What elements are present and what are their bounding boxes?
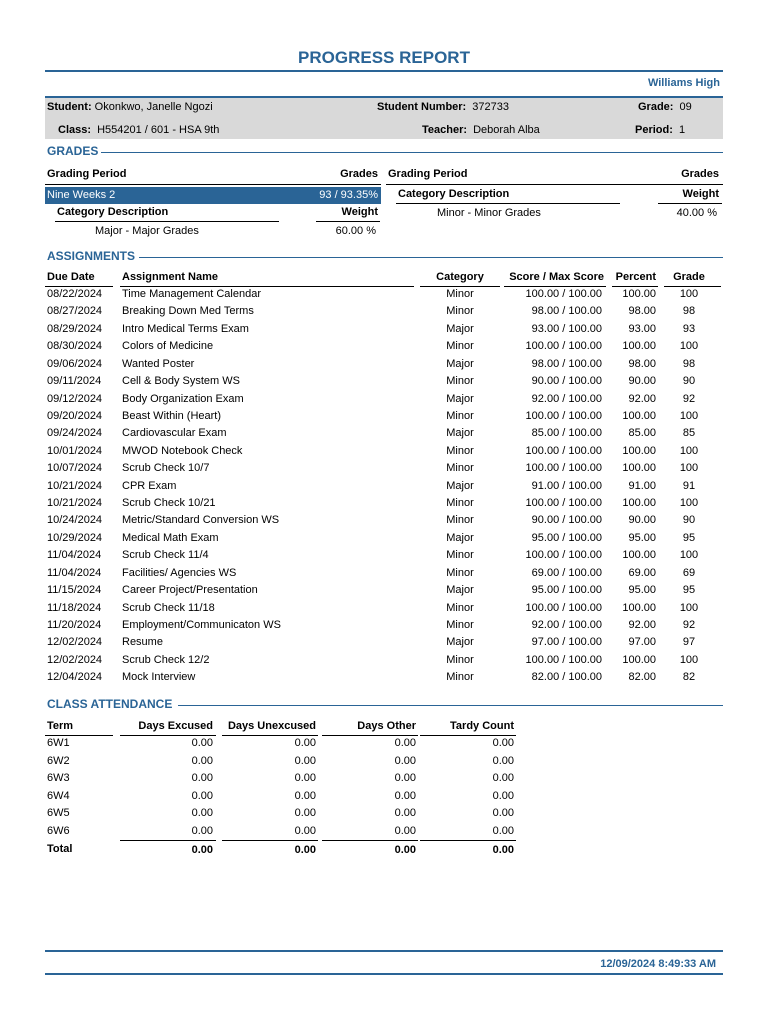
unexcused-underline — [222, 735, 318, 736]
row-category: Minor — [446, 566, 474, 579]
att-days-excused: 0.00 — [191, 824, 213, 837]
student-row — [47, 101, 213, 113]
student-name: Okonkwo, Janelle Ngozi — [94, 101, 213, 113]
row-category: Minor — [446, 305, 474, 318]
row-assignment-name: Resume — [122, 636, 163, 649]
row-category: Major — [446, 357, 474, 370]
row-grade: 69 — [682, 566, 696, 579]
att-days-unexcused: 0.00 — [294, 789, 316, 802]
excused-underline — [120, 735, 216, 736]
row-percent: 98.00 — [628, 357, 656, 370]
right-header-underline — [386, 184, 723, 185]
row-due-date: 09/12/2024 — [47, 392, 103, 405]
report-title: PROGRESS REPORT — [298, 48, 470, 67]
percent-underline — [612, 286, 658, 287]
row-due-date: 10/21/2024 — [47, 497, 103, 510]
row-assignment-name: Cardiovascular Exam — [122, 427, 227, 440]
att-days-unexcused: 0.00 — [294, 824, 316, 837]
row-score: 100.00 / 100.00 — [525, 340, 602, 353]
row-percent: 91.00 — [628, 479, 656, 492]
row-assignment-name: Scrub Check 12/2 — [122, 653, 210, 666]
row-due-date: 11/04/2024 — [47, 566, 102, 579]
teacher-row — [422, 124, 540, 136]
row-score: 97.00 / 100.00 — [531, 636, 602, 649]
row-percent: 98.00 — [628, 305, 656, 318]
row-due-date: 09/11/2024 — [47, 375, 102, 388]
row-percent: 97.00 — [628, 636, 656, 649]
class-row — [58, 124, 219, 136]
row-due-date: 08/27/2024 — [47, 305, 103, 318]
att-days-other: 0.00 — [394, 737, 416, 749]
student-label: Student: — [47, 101, 92, 113]
att-days-excused: 0.00 — [191, 807, 213, 819]
col-assignment-name: Assignment Name — [122, 271, 218, 283]
total-excused-rule — [120, 840, 216, 841]
row-category: Minor — [446, 601, 474, 614]
row-category: Major — [446, 531, 474, 544]
att-term: 6W4 — [47, 789, 70, 802]
row-due-date: 11/04/2024 — [47, 549, 102, 562]
row-assignment-name: Medical Math Exam — [122, 531, 219, 544]
category-underline — [420, 286, 500, 287]
row-assignment-name: Scrub Check 10/7 — [122, 462, 210, 475]
right-category-header: Category Description — [398, 188, 510, 200]
row-grade: 95 — [682, 531, 696, 544]
grade-underline — [664, 286, 721, 287]
col-category: Category — [436, 271, 484, 283]
right-category-underline — [396, 203, 620, 204]
col-grade: Grade — [673, 271, 705, 283]
row-category: Major — [446, 392, 474, 405]
left-category-underline — [55, 221, 279, 222]
row-category: Minor — [446, 288, 474, 300]
row-percent: 90.00 — [628, 514, 656, 527]
score-underline — [504, 286, 606, 287]
row-due-date: 10/24/2024 — [47, 514, 103, 527]
att-days-unexcused: 0.00 — [294, 807, 316, 819]
left-weight-underline — [316, 221, 380, 222]
left-category-value: Major - Major Grades — [95, 225, 199, 237]
report-timestamp: 12/09/2024 8:49:33 AM — [600, 958, 716, 970]
row-due-date: 10/29/2024 — [47, 531, 103, 544]
col-score: Score / Max Score — [509, 271, 604, 283]
row-grade: 100 — [679, 497, 699, 510]
row-score: 100.00 / 100.00 — [525, 549, 602, 562]
row-grade: 93 — [682, 322, 696, 335]
att-term: 6W5 — [47, 807, 70, 819]
period-row — [635, 124, 685, 136]
row-percent: 93.00 — [628, 322, 656, 335]
att-days-excused: 0.00 — [191, 754, 213, 767]
att-tardy-count: 0.00 — [492, 754, 514, 767]
col-days-unexcused: Days Unexcused — [227, 720, 316, 732]
row-assignment-name: Employment/Communicaton WS — [122, 618, 281, 631]
grade-label: Grade: — [638, 101, 674, 113]
att-days-other: 0.00 — [394, 824, 416, 837]
class-label: Class: — [58, 124, 92, 136]
row-assignment-name: Scrub Check 11/4 — [122, 549, 209, 562]
total-tardy-rule — [420, 840, 516, 841]
row-score: 95.00 / 100.00 — [531, 531, 602, 544]
row-score: 100.00 / 100.00 — [525, 462, 602, 475]
total-days-other: 0.00 — [394, 844, 416, 856]
row-score: 92.00 / 100.00 — [531, 392, 602, 405]
row-category: Minor — [446, 409, 474, 422]
row-grade: 95 — [682, 584, 696, 597]
period-label: Period: — [635, 124, 673, 136]
row-percent: 100.00 — [622, 497, 656, 510]
school-name: Williams High — [647, 77, 720, 89]
row-due-date: 10/21/2024 — [47, 479, 103, 492]
left-grades-header: Grades — [340, 168, 378, 180]
row-due-date: 08/30/2024 — [47, 340, 103, 353]
row-assignment-name: Cell & Body System WS — [122, 375, 240, 388]
row-score: 98.00 / 100.00 — [531, 357, 602, 370]
total-tardy-count: 0.00 — [492, 844, 514, 856]
row-grade: 98 — [682, 305, 696, 318]
att-term: 6W6 — [47, 824, 70, 837]
att-days-excused: 0.00 — [191, 737, 213, 749]
row-grade: 100 — [679, 288, 699, 300]
grades-section-title: GRADES — [47, 144, 99, 158]
attendance-section-title: CLASS ATTENDANCE — [47, 697, 173, 711]
row-grade: 82 — [682, 671, 696, 684]
row-score: 69.00 / 100.00 — [531, 566, 602, 579]
student-info-box — [45, 96, 723, 139]
row-assignment-name: Body Organization Exam — [122, 392, 244, 405]
row-percent: 82.00 — [628, 671, 656, 684]
right-weight-value: 40.00 % — [676, 207, 717, 219]
att-days-other: 0.00 — [394, 754, 416, 767]
left-weight-header: Weight — [341, 206, 378, 218]
total-days-excused: 0.00 — [191, 844, 213, 856]
period-name: Nine Weeks 2 — [47, 189, 116, 201]
row-assignment-name: Breaking Down Med Terms — [122, 305, 254, 318]
left-grading-period-header: Grading Period — [47, 168, 127, 180]
row-due-date: 12/02/2024 — [47, 653, 103, 666]
period-value: 1 — [678, 124, 686, 136]
student-number-row — [377, 101, 509, 113]
row-category: Minor — [446, 514, 474, 527]
assignment-name-underline — [120, 286, 414, 287]
footer-bottom-rule — [45, 973, 723, 975]
row-grade: 100 — [679, 601, 699, 614]
row-due-date: 12/04/2024 — [47, 671, 103, 684]
row-score: 90.00 / 100.00 — [531, 375, 602, 388]
student-number-label: Student Number: — [377, 101, 467, 113]
row-grade: 100 — [679, 549, 699, 562]
row-due-date: 09/24/2024 — [47, 427, 103, 440]
row-assignment-name: Beast Within (Heart) — [122, 409, 222, 422]
row-grade: 90 — [682, 375, 696, 388]
row-due-date: 10/01/2024 — [47, 444, 103, 457]
row-score: 100.00 / 100.00 — [525, 497, 602, 510]
row-percent: 95.00 — [628, 531, 656, 544]
row-category: Minor — [446, 375, 474, 388]
row-category: Major — [446, 636, 474, 649]
row-category: Minor — [446, 497, 474, 510]
att-days-unexcused: 0.00 — [294, 737, 316, 749]
left-header-underline — [45, 184, 381, 185]
row-assignment-name: Metric/Standard Conversion WS — [122, 514, 280, 527]
row-grade: 100 — [679, 444, 699, 457]
att-days-other: 0.00 — [394, 789, 416, 802]
row-percent: 100.00 — [622, 653, 656, 666]
col-percent: Percent — [615, 271, 656, 283]
row-due-date: 12/02/2024 — [47, 636, 103, 649]
att-days-other: 0.00 — [394, 772, 416, 784]
row-category: Minor — [446, 340, 474, 353]
grade-value: 09 — [679, 101, 692, 113]
right-grading-period-header: Grading Period — [388, 168, 468, 180]
row-score: 100.00 / 100.00 — [525, 601, 602, 614]
student-number: 372733 — [472, 101, 510, 113]
row-percent: 100.00 — [622, 549, 656, 562]
right-weight-header: Weight — [682, 188, 719, 200]
att-days-other: 0.00 — [394, 807, 416, 819]
row-grade: 97 — [682, 636, 696, 649]
col-days-excused: Days Excused — [138, 720, 213, 732]
total-label: Total — [47, 843, 73, 855]
att-tardy-count: 0.00 — [492, 824, 514, 837]
row-score: 82.00 / 100.00 — [531, 671, 602, 684]
row-score: 100.00 / 100.00 — [525, 444, 602, 457]
row-grade: 91 — [682, 479, 696, 492]
att-days-unexcused: 0.00 — [294, 754, 316, 767]
row-score: 100.00 / 100.00 — [525, 653, 602, 666]
assignments-section-line — [139, 257, 723, 258]
right-grades-header: Grades — [681, 168, 719, 180]
row-score: 90.00 / 100.00 — [531, 514, 602, 527]
col-days-other: Days Other — [357, 720, 416, 732]
att-tardy-count: 0.00 — [492, 807, 514, 819]
row-assignment-name: Mock Interview — [122, 671, 196, 684]
col-tardy-count: Tardy Count — [450, 720, 514, 732]
att-tardy-count: 0.00 — [492, 772, 514, 784]
row-due-date: 11/20/2024 — [47, 618, 102, 631]
row-grade: 98 — [682, 357, 696, 370]
grading-period-row-selected[interactable] — [45, 187, 381, 204]
row-category: Minor — [446, 618, 474, 631]
row-due-date: 09/06/2024 — [47, 357, 103, 370]
row-grade: 100 — [679, 653, 699, 666]
row-percent: 69.00 — [628, 566, 656, 579]
row-percent: 92.00 — [628, 618, 656, 631]
row-category: Minor — [446, 462, 474, 475]
right-weight-underline — [658, 203, 722, 204]
row-due-date: 11/18/2024 — [47, 601, 102, 614]
total-days-unexcused: 0.00 — [294, 844, 316, 856]
att-tardy-count: 0.00 — [492, 789, 514, 802]
row-due-date: 09/20/2024 — [47, 409, 103, 422]
period-grade: 93 / 93.35% — [319, 189, 378, 201]
teacher-label: Teacher: — [422, 124, 468, 136]
row-due-date: 10/07/2024 — [47, 462, 103, 475]
row-score: 98.00 / 100.00 — [531, 305, 602, 318]
total-other-rule — [322, 840, 418, 841]
row-percent: 100.00 — [622, 409, 656, 422]
term-underline — [45, 735, 113, 736]
col-due-date: Due Date — [47, 271, 95, 283]
row-grade: 90 — [682, 514, 696, 527]
row-assignment-name: Scrub Check 10/21 — [122, 497, 216, 510]
row-assignment-name: Facilities/ Agencies WS — [122, 566, 237, 579]
row-grade: 100 — [679, 409, 699, 422]
row-due-date: 08/22/2024 — [47, 288, 103, 300]
att-days-excused: 0.00 — [191, 772, 213, 784]
row-category: Major — [446, 479, 474, 492]
row-grade: 92 — [682, 618, 696, 631]
row-category: Minor — [446, 444, 474, 457]
row-score: 92.00 / 100.00 — [531, 618, 602, 631]
row-score: 91.00 / 100.00 — [531, 479, 602, 492]
due-date-underline — [45, 286, 113, 287]
row-assignment-name: Colors of Medicine — [122, 340, 214, 353]
col-term: Term — [47, 720, 74, 732]
row-assignment-name: Scrub Check 11/18 — [122, 601, 215, 614]
row-assignment-name: CPR Exam — [122, 479, 177, 492]
row-score: 85.00 / 100.00 — [531, 427, 602, 440]
title-divider — [45, 70, 723, 72]
grades-section-line — [101, 152, 723, 153]
row-score: 100.00 / 100.00 — [525, 288, 602, 300]
row-score: 95.00 / 100.00 — [531, 584, 602, 597]
other-underline — [322, 735, 418, 736]
att-term: 6W2 — [47, 754, 70, 767]
left-category-header: Category Description — [57, 206, 169, 218]
row-assignment-name: Intro Medical Terms Exam — [122, 322, 249, 335]
row-due-date: 11/15/2024 — [47, 584, 102, 597]
row-category: Major — [446, 584, 474, 597]
row-category: Minor — [446, 671, 474, 684]
class-value: H554201 / 601 - HSA 9th — [97, 124, 220, 136]
assignments-section-title: ASSIGNMENTS — [47, 249, 136, 263]
right-category-value: Minor - Minor Grades — [437, 207, 541, 219]
row-grade: 92 — [682, 392, 696, 405]
row-percent: 100.00 — [622, 340, 656, 353]
row-percent: 100.00 — [622, 444, 656, 457]
row-percent: 100.00 — [622, 601, 656, 614]
row-category: Minor — [446, 549, 474, 562]
row-percent: 100.00 — [622, 462, 656, 475]
footer-top-rule — [45, 950, 723, 952]
left-weight-value: 60.00 % — [335, 225, 376, 237]
row-percent: 92.00 — [628, 392, 656, 405]
att-days-unexcused: 0.00 — [294, 772, 316, 784]
row-percent: 95.00 — [628, 584, 656, 597]
row-percent: 90.00 — [628, 375, 656, 388]
att-tardy-count: 0.00 — [492, 737, 514, 749]
row-score: 93.00 / 100.00 — [531, 322, 602, 335]
row-grade: 100 — [679, 462, 699, 475]
row-category: Major — [446, 427, 474, 440]
att-term: 6W3 — [47, 772, 70, 784]
grade-row — [638, 101, 692, 113]
row-score: 100.00 / 100.00 — [525, 409, 602, 422]
row-assignment-name: Career Project/Presentation — [122, 584, 258, 597]
row-category: Major — [446, 322, 474, 335]
row-due-date: 08/29/2024 — [47, 322, 103, 335]
row-percent: 100.00 — [622, 288, 656, 300]
total-unexcused-rule — [222, 840, 318, 841]
row-grade: 85 — [682, 427, 696, 440]
row-assignment-name: Wanted Poster — [122, 357, 195, 370]
attendance-section-line — [178, 705, 723, 706]
row-percent: 85.00 — [628, 427, 656, 440]
tardy-underline — [420, 735, 516, 736]
att-term: 6W1 — [47, 737, 70, 749]
teacher-name: Deborah Alba — [473, 124, 540, 136]
row-category: Minor — [446, 653, 474, 666]
row-grade: 100 — [679, 340, 699, 353]
row-assignment-name: MWOD Notebook Check — [122, 444, 243, 457]
att-days-excused: 0.00 — [191, 789, 213, 802]
row-assignment-name: Time Management Calendar — [122, 288, 261, 300]
